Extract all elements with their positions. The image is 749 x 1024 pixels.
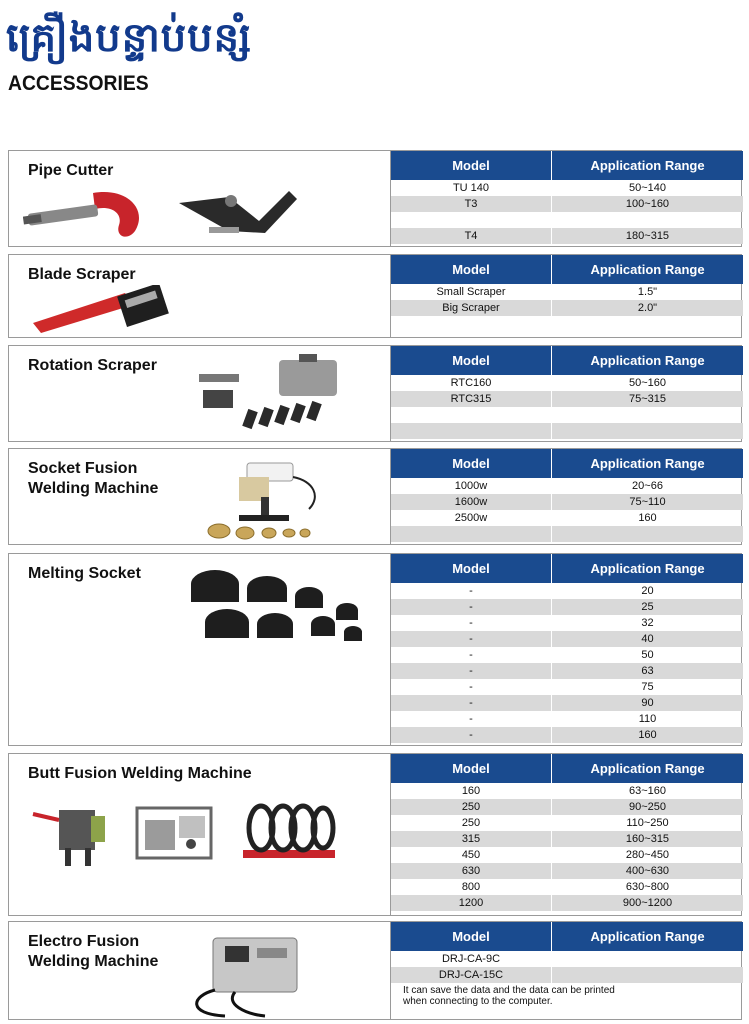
cell-range: 75~110 <box>629 496 666 508</box>
cell-model: - <box>391 663 552 679</box>
section-title: Butt Fusion Welding Machine <box>28 765 252 782</box>
melting-socket-image <box>187 566 367 652</box>
table-socket-fusion <box>390 449 743 544</box>
cell-model: - <box>391 695 552 711</box>
cell-range: 75~315 <box>628 393 666 405</box>
section-butt-fusion <box>8 753 742 916</box>
table-row <box>391 663 743 679</box>
table-row <box>391 526 743 542</box>
cell-model <box>391 407 552 423</box>
cell-model: 250 <box>391 815 552 831</box>
cell-range <box>552 212 743 228</box>
col-range: Application Range <box>590 456 705 471</box>
section-title: Rotation Scraper <box>28 357 157 374</box>
butt-fusion-machine-small-image <box>29 800 119 870</box>
table-row <box>391 300 743 316</box>
table-row <box>391 895 743 911</box>
col-range: Application Range <box>590 929 705 944</box>
col-model: Model <box>391 346 552 375</box>
section-blade-scraper <box>8 254 742 338</box>
cell-range <box>552 526 743 542</box>
cell-model: 1000w <box>391 478 552 494</box>
section-title: Melting Socket <box>28 565 141 582</box>
cell-model: DRJ-CA-9C <box>391 951 552 967</box>
cell-range: 180~315 <box>625 230 670 242</box>
col-range: Application Range <box>590 353 705 368</box>
table-row <box>391 599 743 615</box>
cell-range: 100~160 <box>625 198 670 210</box>
cell-range: 160 <box>638 729 657 741</box>
section-melting-socket <box>8 553 742 746</box>
cell-model: - <box>391 599 552 615</box>
ratchet-cutter-image <box>169 181 299 243</box>
table-electro-fusion <box>390 922 743 1019</box>
col-range: Application Range <box>590 761 705 776</box>
cell-range <box>552 951 743 967</box>
cell-range: 75 <box>641 681 654 693</box>
pipe-cutter-image <box>23 185 153 243</box>
cell-range: 110 <box>638 713 657 725</box>
cell-range: 50~160 <box>628 377 666 389</box>
table-row <box>391 583 743 599</box>
cell-model: T3 <box>391 196 552 212</box>
cell-range: 40 <box>641 633 654 645</box>
col-model: Model <box>391 754 552 783</box>
table-row <box>391 799 743 815</box>
socket-fusion-machine-image <box>199 457 339 541</box>
table-row <box>391 284 743 300</box>
cell-range: 110~250 <box>626 817 669 829</box>
cell-model <box>391 526 552 542</box>
cell-model: 2500w <box>391 510 552 526</box>
col-range: Application Range <box>590 561 705 576</box>
hydraulic-unit-image <box>131 800 221 870</box>
page-title: ACCESSORIES <box>8 72 149 95</box>
cell-model <box>391 316 552 332</box>
table-pipe-cutter <box>390 151 743 246</box>
table-row <box>391 695 743 711</box>
table-row <box>391 847 743 863</box>
col-range: Application Range <box>590 158 705 173</box>
cell-range: 20~66 <box>632 480 663 492</box>
col-model: Model <box>391 554 552 583</box>
cell-model: RTC160 <box>391 375 552 391</box>
section-rotation-scraper <box>8 345 742 442</box>
table-row <box>391 510 743 526</box>
table-row <box>391 494 743 510</box>
cell-model: - <box>391 647 552 663</box>
cell-range: 630~800 <box>625 881 670 893</box>
cell-model: - <box>391 631 552 647</box>
electro-fusion-machine-image <box>185 930 315 1018</box>
cell-model: DRJ-CA-15C <box>391 967 552 983</box>
cell-model: 1600w <box>391 494 552 510</box>
table-row <box>391 423 743 439</box>
cell-range <box>552 316 743 332</box>
table-row <box>391 375 743 391</box>
table-row <box>391 711 743 727</box>
table-blade-scraper <box>390 255 743 337</box>
cell-range: 160 <box>638 512 657 524</box>
cell-model <box>391 212 552 228</box>
table-rotation-scraper <box>390 346 743 441</box>
col-model: Model <box>391 151 552 180</box>
butt-fusion-frame-image <box>239 798 339 870</box>
cell-model: - <box>391 583 552 599</box>
cell-range: 50~140 <box>628 182 666 194</box>
cell-model: 1200 <box>391 895 552 911</box>
section-socket-fusion <box>8 448 742 545</box>
cell-range: 20 <box>641 585 654 597</box>
table-row <box>391 679 743 695</box>
cell-model: 160 <box>391 783 552 799</box>
cell-model: 800 <box>391 879 552 895</box>
col-model: Model <box>391 922 552 951</box>
cell-model: Big Scraper <box>391 300 552 316</box>
cell-model: 630 <box>391 863 552 879</box>
col-model: Model <box>391 255 552 284</box>
col-model: Model <box>391 449 552 478</box>
section-title: Blade Scraper <box>28 266 136 283</box>
cell-range: 90~250 <box>628 801 666 813</box>
table-row <box>391 967 743 983</box>
cell-model: - <box>391 727 552 743</box>
cell-model: - <box>391 711 552 727</box>
rotation-scraper-image <box>193 354 353 434</box>
section-title: Socket Fusion Welding Machine <box>28 460 159 497</box>
cell-model: TU 140 <box>391 180 552 196</box>
table-row <box>391 212 743 228</box>
cell-range <box>552 967 743 983</box>
cell-range: 25 <box>641 601 654 613</box>
cell-model: 315 <box>391 831 552 847</box>
table-row <box>391 727 743 743</box>
cell-range: 900~1200 <box>622 897 673 909</box>
khmer-title: គ្រឿងបន្ទាប់បន្សំ <box>6 15 252 61</box>
table-row <box>391 631 743 647</box>
cell-model: RTC315 <box>391 391 552 407</box>
cell-range: 2.0" <box>637 302 658 314</box>
cell-model: 450 <box>391 847 552 863</box>
electro-fusion-note: It can save the data and the data can be printed when connecting to the computer. <box>403 985 615 1007</box>
cell-range <box>552 423 743 439</box>
cell-range: 32 <box>641 617 654 629</box>
cell-range: 1.5" <box>637 286 658 298</box>
cell-range: 400~630 <box>625 865 670 877</box>
cell-model: - <box>391 615 552 631</box>
table-row <box>391 407 743 423</box>
cell-range: 160~315 <box>625 833 670 845</box>
blade-scraper-image <box>29 285 179 337</box>
table-row <box>391 863 743 879</box>
table-row <box>391 316 743 332</box>
table-melting-socket <box>390 554 743 745</box>
col-range: Application Range <box>590 262 705 277</box>
table-row <box>391 783 743 799</box>
table-row <box>391 879 743 895</box>
section-title: Pipe Cutter <box>28 162 114 179</box>
table-row <box>391 615 743 631</box>
table-row <box>391 647 743 663</box>
cell-range: 90 <box>641 697 654 709</box>
table-row <box>391 815 743 831</box>
cell-model: Small Scraper <box>391 284 552 300</box>
cell-range: 50 <box>641 649 654 661</box>
table-row <box>391 391 743 407</box>
section-electro-fusion <box>8 921 742 1020</box>
table-row <box>391 228 743 244</box>
cell-range <box>552 407 743 423</box>
cell-range: 63~160 <box>628 785 666 797</box>
section-pipe-cutter <box>8 150 742 247</box>
table-row <box>391 196 743 212</box>
cell-range: 63 <box>641 665 654 677</box>
cell-range: 280~450 <box>625 849 670 861</box>
cell-model: T4 <box>391 228 552 244</box>
table-row <box>391 951 743 967</box>
table-row <box>391 478 743 494</box>
section-title: Electro Fusion Welding Machine <box>28 933 159 970</box>
table-row <box>391 180 743 196</box>
cell-model: 250 <box>391 799 552 815</box>
cell-model <box>391 423 552 439</box>
cell-model: - <box>391 679 552 695</box>
table-butt-fusion <box>390 754 743 915</box>
table-row <box>391 831 743 847</box>
